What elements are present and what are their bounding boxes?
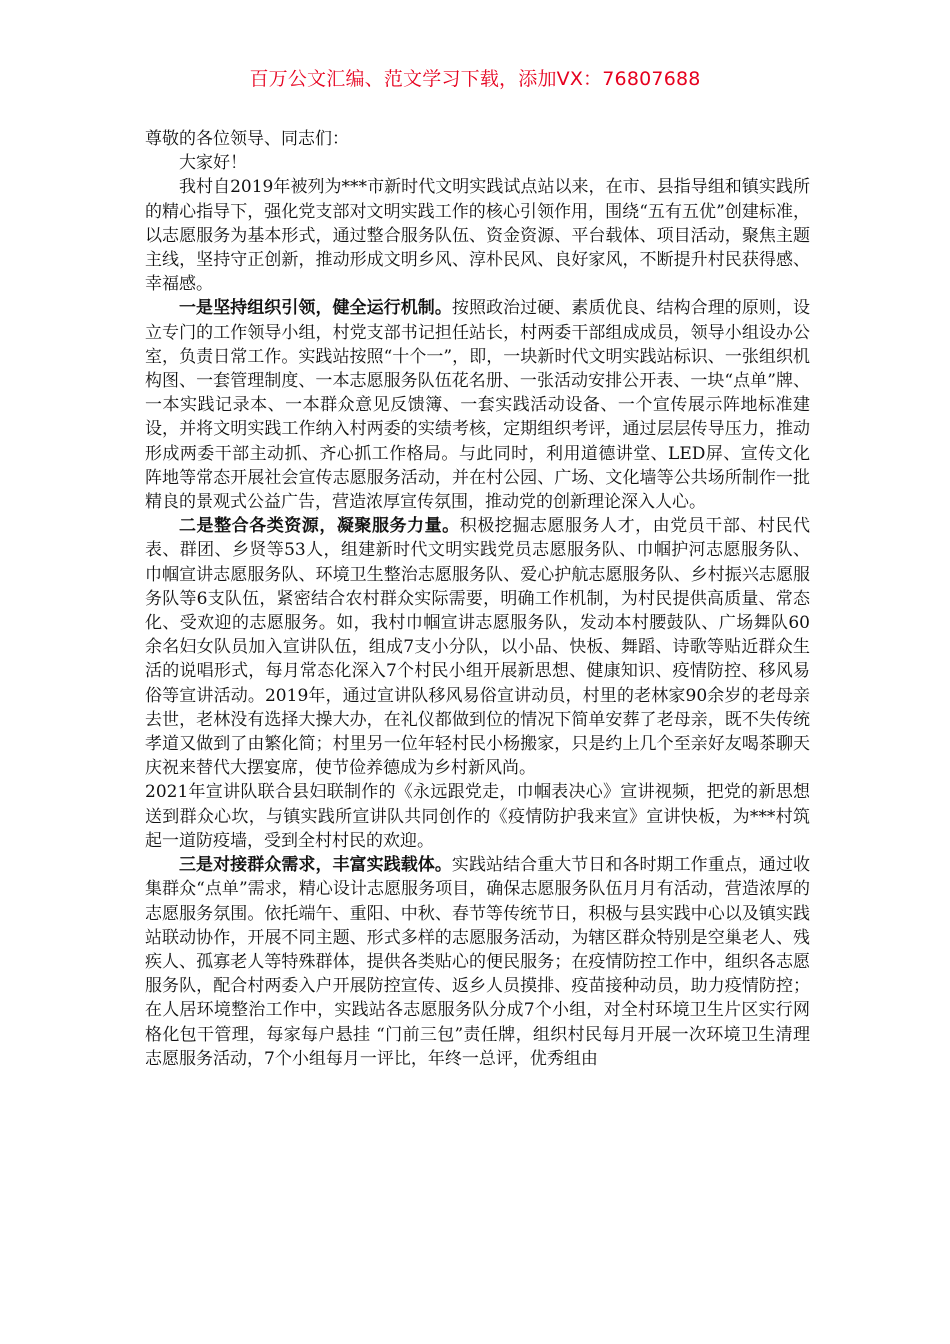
section-3-body: 实践站结合重大节日和各时期工作重点，通过收集群众“点单”需求，精心设计志愿服务项目，确保志愿服务队伍月月有活动，营造浓厚的志愿服务氛围。依托端午、重阳、中秋、春节等传统节日，积极与县实践中心以及镇实践站联动协作，开展不同主题、形式多样的志愿服务活动，为辖区群众特别是空巢老人、残疾人、孤寡老人等特殊群体，提供各类贴心的便民服务；在疫情防控工作中，组织各志愿服务队，配合村两委入户开展防控宣传、返乡人员摸排、疫苗接种动员，助力疫情防控；在人居环境整治工作中，实践站各志愿服务队分成7个小组，对全村环境卫生片区实行网格化包干管理，每家每户悬挂 “门前三包”责任牌，组织村民每月开展一次环境卫生清理志愿服务活动，7个小组每月一评比，年终一总评，优秀组由 — [145, 855, 811, 1069]
header-banner: 百万公文汇编、范文学习下载，添加VX：76807688 — [249, 68, 701, 90]
speech-body — [145, 127, 810, 1071]
section-1-body: 按照政治过硬、素质优良、结构合理的原则，设立专门的工作领导小组，村党支部书记担任站长，村两委干部组成成员，领导小组设办公室，负责日常工作。实践站按照“十个一”，即，一块新时代文明实践站标识、一张组织机构图、一套管理制度、一本志愿服务队伍花名册、一张活动安排公开表、一块“点单”牌、一本实践记录本、一本群众意见反馈簿、一套实践活动设备、一个宣传展示阵地标准建设，并将文明实践工作纳入村两委的实绩考核，定期组织考评，通过层层传导压力，推动形成两委干部主动抓、齐心抓工作格局。与此同时，利用道德讲堂、LED屏、宣传文化阵地等常态开展社会宣传志愿服务活动，并在村公园、广场、文化墙等公共场所制作一批精良的景观式公益广告，营造浓厚宣传氛围，推动党的创新理论深入人心。 — [145, 298, 811, 513]
section-2-heading: 二是整合各类资源，凝聚服务力量。 — [179, 516, 460, 537]
section-1-paragraph — [145, 296, 810, 514]
section-3-heading: 三是对接群众需求，丰富实践载体。 — [179, 855, 452, 876]
section-2-body: 积极挖掘志愿服务人才，由党员干部、村民代表、群团、乡贤等53人，组建新时代文明实践党员志愿服务队、巾帼护河志愿服务队、巾帼宣讲志愿服务队、环境卫生整治志愿服务队、爱心护航志愿服务队、乡村振兴志愿服务队等6支队伍，紧密结合农村群众实际需要，明确工作机制，为村民提供高质量、常态化、受欢迎的志愿服务。如，我村巾帼宣讲志愿服务队，发动本村腰鼓队、广场舞队60余名妇女队员加入宣讲队伍，组成7支小分队，以小品、快板、舞蹈、诗歌等贴近群众生活的说唱形式，每月常态化深入7个村民小组开展新思想、健康知识、疫情防控、移风易俗等宣讲活动。2019年，通过宣讲队移风易俗宣讲动员，村里的老林家90余岁的老母亲去世，老林没有选择大操大办，在礼仪都做到位的情况下简单安葬了老母亲，既不失传统孝道又做到了由繁化简；村里另一位年轻村民小杨搬家，只是约上几个至亲好友喝茶聊天庆祝来替代大摆宴席，使节俭养德成为乡村新风尚。 — [145, 516, 811, 779]
greeting: 大家好！ — [179, 153, 247, 174]
section-2-paragraph — [145, 514, 810, 780]
section-2-continuation: 2021年宣讲队联合县妇联制作的《永远跟党走，巾帼表决心》宣讲视频，把党的新思想送到群众心坎，与镇实践所宣讲队共同创作的《疫情防护我来宣》宣讲快板，为***村筑起一道防疫墙，受到全村村民的欢迎。 — [145, 782, 810, 851]
section-3-paragraph — [145, 853, 810, 1071]
section-1-heading: 一是坚持组织引领，健全运行机制。 — [179, 298, 452, 319]
intro-paragraph: 我村自2019年被列为***市新时代文明实践试点站以来，在市、县指导组和镇实践所的精心指导下，强化党支部对文明实践工作的核心引领作用，围绕“五有五优”创建标准，以志愿服务为基本形式，通过整合服务队伍、资金资源、平台载体、项目活动，聚焦主题主线，坚持守正创新，推动形成文明乡风、淳朴民风、良好家风，不断提升村民获得感、幸福感。 — [145, 177, 810, 295]
salutation: 尊敬的各位领导、同志们： — [145, 129, 349, 149]
